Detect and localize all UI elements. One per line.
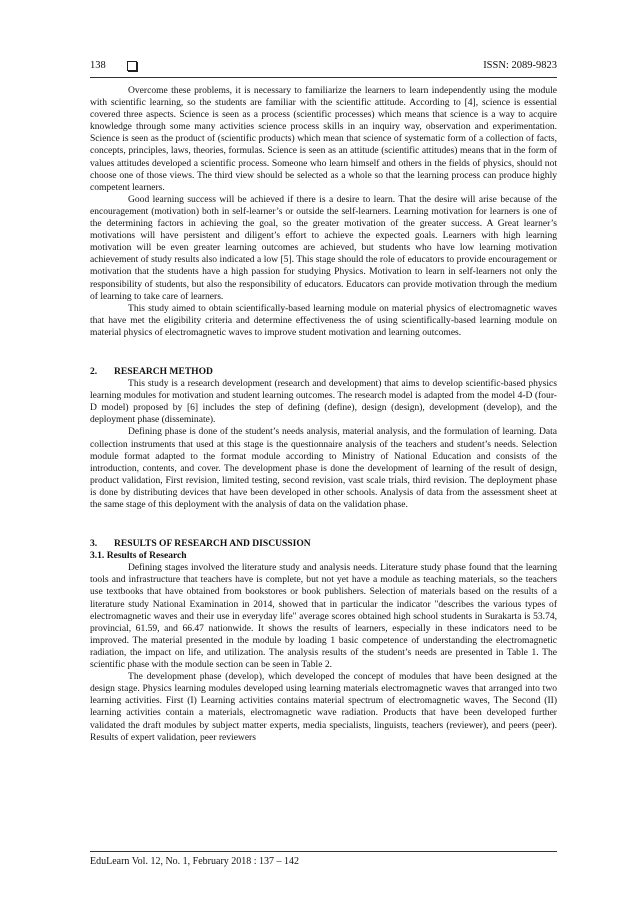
intro-paragraph: Good learning success will be achieved if there is a desire to learn. That the desire will arise because of the encouragement (motivation) both in self-learner’s or outside the self-learners. Learning motivation for learners is one of the determining factors in achieving the goal, so the greater motivation of the greater success. A Great learner’s motivations will have persistent and diligent’s effort to achieve the expected goals. Learners with high learning motivation will be even greater learning outcomes are achieved, but students who have low learning motivation achievement of study results also indicated a low [5]. This stage should the role of educators to provide encouragement or motivation that the students have a high passion for studying Physics. Motivation to learn in self-learners not only the responsibility of students, but also the responsibility of educators. Educators can provide motivation through the medium of learning to take care of learners. (90, 193, 557, 302)
intro-paragraph: This study aimed to obtain scientifically-based learning module on material physics of electromagnetic waves that have met the eligibility criteria and determine effectiveness the of using scientifically-based learning module on material physics of electromagnetic waves to improve student motivation and learning outcomes. (90, 302, 557, 338)
section-number: 2. (90, 365, 98, 377)
intro-paragraph: Overcome these problems, it is necessary to familiarize the learners to learn independently using the module with scientific learning, so the students are familiar with the scientific attitude. According to [4], science is essential covered three aspects. Science is seen as a process (scientific processes) which means that science is a way to acquire knowledge through some many activities science process skills in an inquiry way, observation and experimentation. Science is seen as the product of (scientific products) which mean that science of systematic form of a collection of facts, concepts, principles, laws, theories, formulas. Science is seen as an attitude (scientific attitudes) means that in the form of values attitudes developed a scientific process. Someone who learn himself and others in the fields of physics, should not choose one of those views. The third view should be selected as a whole so that the learning process can produce highly competent learners. (90, 85, 557, 193)
section-heading-research-method (90, 366, 557, 378)
method-paragraph: Defining phase is done of the student’s needs analysis, material analysis, and the formulation of learning. Data collection instruments that used at this stage is the questionnaire analysis of the teachers and student’s needs. Selection module format adapted to the format module according to Ministry of National Education and consists of the introduction, contents, and cover. The development phase is done the development of learning of the result of design, product validation, First revision, limited testing, second revision, vast scale trials, third revision. The deployment phase is done by distributing devices that have been developed in other schools. Analysis of data from the assessment sheet at the same stage of this deployment with the analysis of data on the validation phase. (90, 426, 557, 510)
section-heading-results (90, 538, 557, 550)
results-paragraph: The development phase (develop), which developed the concept of modules that have been designed at the design stage. Physics learning modules developed using learning materials electromagnetic waves that arranged into two learning activities. First (I) Learning activities contains material spectrum of electromagnetic waves, The Second (II) learning activities contain a materials, electromagnetic wave radiation. Products that have been developed further validated the draft modules by subject matter experts, media specialists, linguists, teachers (reviewer), and peers (peer). Results of expert validation, peer reviewers (90, 671, 557, 743)
header-rule (90, 77, 557, 78)
section-title: RESEARCH METHOD (114, 365, 213, 377)
subsection-heading: 3.1. Results of Research (90, 550, 187, 562)
square-box-icon (127, 61, 137, 71)
article-body (90, 85, 557, 744)
page-footer: EduLearn Vol. 12, No. 1, February 2018 : 137 – 142 (90, 856, 300, 867)
section-title: RESULTS OF RESEARCH AND DISCUSSION (114, 538, 311, 550)
issn-label: ISSN: 2089-9823 (483, 60, 557, 71)
footer-rule (90, 851, 557, 852)
section-number: 3. (90, 538, 98, 550)
results-paragraph: Defining stages involved the literature study and analysis needs. Literature study phase found that the learning tools and infrastructure that teachers have is complete, but not yet have a module as teaching materials, so the teachers use textbooks that have obtained from bookstores or book publishers. Selection of materials based on the results of a literature study National Examination in 2014, showed that in particular the indicator "describes the various types of electromagnetic waves and their use in everyday life" average scores obtained high school students in Surakarta is 53.74, provincial, 61.59, and 66.47 nationwide. It shows the results of learners, especially in these indicators need to be improved. The material presented in the module by loading 1 basic competence of understanding the electromagnetic radiation, the impact on life, and utilization. The analysis results of the student’s needs are presented in Table 1. The scientific phase with the module section can be seen in Table 2. (90, 562, 557, 671)
page-header (90, 60, 557, 76)
method-paragraph: This study is a research development (research and development) that aims to develop scientific-based physics learning modules for motivation and student learning outcomes. The research model is adapted from the model 4-D (four-D model) proposed by [6] includes the step of defining (define), design (design), development (develop), and the deployment phase (disseminate). (90, 378, 557, 426)
page-number: 138 (90, 60, 106, 71)
